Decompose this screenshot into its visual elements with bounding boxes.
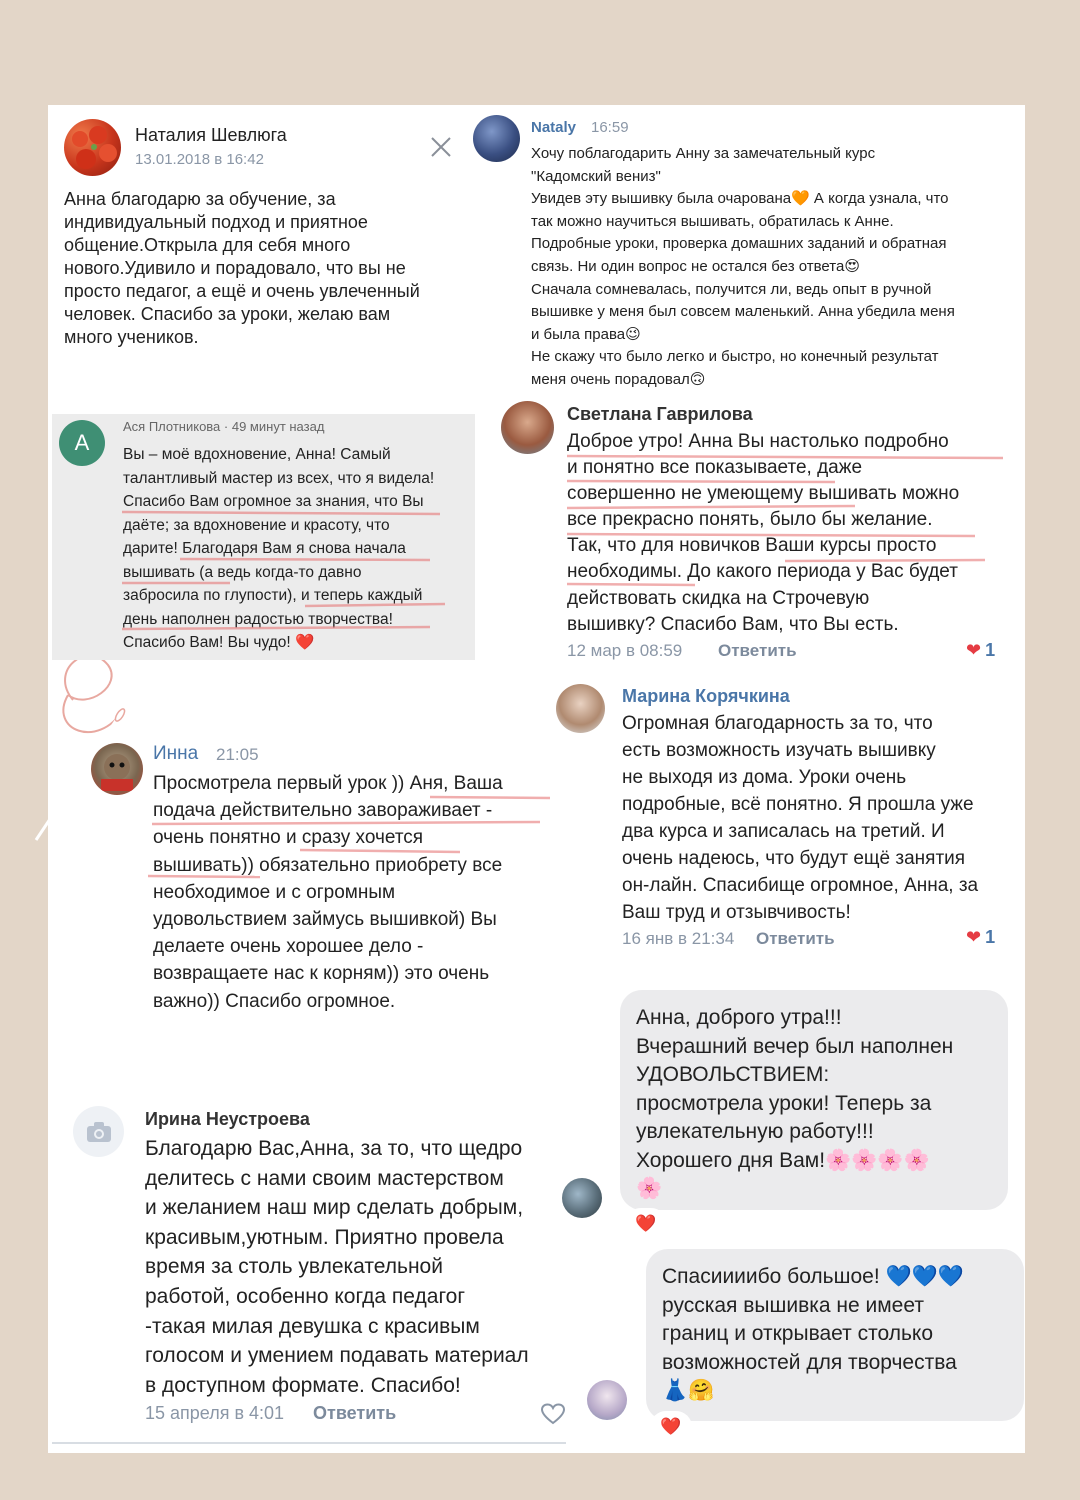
strawberries-icon	[64, 119, 121, 176]
highlight-underlines	[555, 450, 1015, 590]
text-line: Спасиииибо большое! 💙💙💙	[662, 1265, 964, 1288]
text-line: Просмотрела первый урок )) Аня, Ваша	[153, 773, 503, 794]
heart-icon: ❤	[966, 640, 982, 660]
text-line: очень понятно и сразу хочется	[153, 827, 424, 849]
hedgehog-icon	[91, 743, 143, 795]
text-line: вышивке у меня был совсем маленький. Анна убедила меня	[531, 303, 955, 321]
text-line: Спасибо Вам огромное за знания, что Вы	[123, 493, 424, 510]
text-line: просто педагог, а ещё и очень увлеченный	[64, 281, 420, 301]
text-line: совершенно не умеющему вышивать можно	[567, 483, 960, 505]
text-line: меня очень порадовал🙃	[531, 370, 706, 388]
text-line: все прекрасно понять, было бы желание.	[567, 509, 933, 531]
reply-button[interactable]: Ответить	[718, 641, 797, 660]
text-line: красивым,уютным. Приятно провела	[145, 1225, 504, 1249]
text-line: талантливый мастер из всех, что я видела!	[123, 469, 435, 487]
text-line: возможностей для творчества	[662, 1350, 957, 1374]
avatar[interactable]	[73, 1106, 124, 1157]
review-header	[123, 419, 324, 434]
text-line: вышивать (а ведь когда-то давно	[123, 563, 362, 581]
text-line: русская вышивка не имеет	[662, 1293, 924, 1317]
text-line: день наполнен радостью творчества!	[123, 610, 393, 628]
text-line: Благодарю Вас,Анна, за то, что щедро	[145, 1137, 523, 1160]
reply-button[interactable]: Ответить	[756, 929, 835, 948]
text-line: связь. Ни один вопрос не остался без ответа😍	[531, 257, 860, 275]
text-line: даёте; за вдохновение и красоту, что	[123, 516, 390, 534]
reviewer-name[interactable]: Марина Корячкина	[622, 686, 790, 706]
text-line: Вы – моё вдохновение, Анна! Самый	[123, 446, 391, 463]
text-line: работой, особенно когда педагог	[145, 1284, 465, 1308]
reviewer-name[interactable]: Наталия Шевлюга	[135, 125, 287, 145]
text-line: Спасибо Вам! Вы чудо! ❤️	[123, 634, 315, 651]
reviewer-name[interactable]: Ася Плотникова	[123, 419, 221, 434]
avatar[interactable]	[473, 115, 520, 162]
heart-icon: ❤	[966, 927, 982, 947]
review-text	[622, 710, 978, 926]
text-line: "Кадомский вениз"	[531, 167, 661, 185]
text-line: делаете очень хорошее дело -	[153, 936, 424, 958]
text-line: делитесь с нами своим мастерством	[145, 1166, 504, 1190]
text-line: в доступном формате. Спасибо!	[145, 1373, 461, 1397]
text-line: много учеников.	[64, 327, 199, 347]
text-line: Так, что для новичков Ваши курсы просто	[567, 535, 937, 557]
reviewer-name[interactable]: Инна	[153, 743, 199, 764]
review-date: 15 апреля в 4:01	[145, 1403, 285, 1423]
like-count: 1	[985, 927, 996, 947]
like-button[interactable]	[966, 927, 995, 948]
reply-button[interactable]: Ответить	[313, 1403, 397, 1423]
text-line: индивидуальный подход и приятное	[64, 212, 368, 232]
text-line: подробные, всё понятно. Я прошла уже	[622, 794, 974, 815]
avatar[interactable]	[59, 420, 105, 466]
review-text	[531, 143, 955, 392]
avatar[interactable]	[556, 684, 605, 733]
text-line: Сначала сомневалась, получится ли, ведь опыт в ручной	[531, 280, 932, 298]
text-line: Доброе утро! Анна Вы настолько подробно	[567, 431, 949, 452]
text-line: подача действительно завораживает -	[153, 800, 493, 822]
text-line: есть возможность изучать вышивку	[622, 740, 936, 761]
text-line: он-лайн. Спасибище огромное, Анна, за	[622, 875, 979, 896]
text-line: Подробные уроки, проверка домашних заданий и обратная	[531, 235, 947, 253]
reaction-badge[interactable]	[650, 1411, 692, 1443]
text-line: дарите! Благодаря Вам я снова начала	[123, 540, 406, 557]
text-line: и была права😉	[531, 325, 641, 343]
avatar[interactable]	[91, 743, 143, 795]
text-line: Хочу поблагодарить Анну за замечательный курс	[531, 145, 876, 162]
avatar[interactable]	[501, 401, 554, 454]
camera-icon	[86, 1121, 112, 1143]
avatar[interactable]	[562, 1178, 602, 1218]
text-line: возвращаете нас к корням)) это очень	[153, 963, 490, 985]
text-line: не выходя из дома. Уроки очень	[622, 767, 907, 788]
review-text	[64, 188, 420, 349]
text-line: общение.Открыла для себя много	[64, 235, 351, 255]
text-line: необходимы. До какого периода у Вас будет	[567, 561, 958, 583]
text-line: и желанием наш мир сделать добрым,	[145, 1196, 524, 1220]
review-date: 13.01.2018 в 16:42	[135, 151, 264, 168]
bubble-text	[662, 1263, 964, 1406]
avatar[interactable]	[587, 1380, 627, 1420]
review-time: 21:05	[216, 745, 259, 764]
review-time: · 49 минут назад	[223, 419, 325, 434]
text-line: Не скажу что было легко и быстро, но конечный результат	[531, 348, 939, 366]
text-line: забросила по глупости), и теперь каждый	[123, 587, 423, 604]
text-line: Вчерашний вечер был наполнен	[636, 1034, 954, 1058]
highlight-underlines	[110, 505, 480, 645]
like-button[interactable]	[966, 640, 995, 661]
text-line: Увидев эту вышивку была очарована🧡 А когда узнала, что	[531, 190, 949, 208]
text-line: так можно научиться вышивать, обратилась к Анне.	[531, 212, 894, 230]
text-line: УДОВОЛЬСТВИЕМ:	[636, 1063, 830, 1086]
close-icon[interactable]	[428, 134, 454, 165]
reviewer-name[interactable]: Светлана Гаврилова	[567, 404, 753, 424]
review-date: 16 янв в 21:34	[622, 929, 735, 948]
text-line: удовольствием займусь вышивкой) Вы	[153, 909, 497, 931]
text-line: важно)) Спасибо огромное.	[153, 990, 396, 1012]
text-line: границ и открывает столько	[662, 1322, 934, 1345]
heart-icon: ❤️	[660, 1417, 682, 1436]
like-count: 1	[985, 640, 996, 660]
review-time: 16:59	[591, 119, 629, 136]
text-line: просмотрела уроки! Теперь за	[636, 1091, 932, 1115]
text-line: нового.Удивило и порадовало, что вы не	[64, 258, 406, 278]
text-line: два курса и записалась на третий. И	[622, 821, 945, 842]
text-line: 👗🤗	[662, 1379, 715, 1402]
text-line: вышивку? Спасибо Вам, что Вы есть.	[567, 613, 899, 635]
avatar-letter: A	[74, 430, 90, 455]
text-line: Анна, доброго утра!!!	[636, 1006, 842, 1029]
text-line: действовать скидка на Строчевую	[567, 587, 870, 609]
reaction-badge[interactable]	[625, 1208, 667, 1240]
text-line: Ваш труд и отзывчивость!	[622, 902, 851, 923]
review-date: 12 мар в 08:59	[567, 641, 683, 660]
heart-icon: ❤️	[635, 1214, 657, 1233]
reviewer-name[interactable]: Nataly	[531, 119, 577, 136]
text-line: голосом и умением подавать материал	[145, 1344, 529, 1368]
text-line: -такая милая девушка с красивым	[145, 1314, 480, 1338]
text-line: 🌸	[636, 1177, 663, 1200]
review-text	[145, 1134, 529, 1400]
text-line: Анна благодарю за обучение, за	[64, 189, 336, 209]
text-line: Хорошего дня Вам!🌸🌸🌸🌸	[636, 1148, 930, 1172]
bubble-text	[636, 1004, 953, 1204]
text-line: время за столь увлекательной	[145, 1255, 443, 1279]
text-line: увлекательную работу!!!	[636, 1120, 874, 1143]
divider	[52, 1442, 566, 1444]
reviewer-name[interactable]: Ирина Неустроева	[145, 1109, 310, 1129]
text-line: и понятно все показываете, даже	[567, 457, 863, 479]
highlight-underlines	[140, 792, 570, 882]
text-line: вышивать)) обязательно приобрету все	[153, 854, 503, 876]
like-heart-outline-icon[interactable]	[541, 1403, 565, 1430]
avatar[interactable]	[64, 119, 121, 176]
text-line: очень надеюсь, что будут ещё занятия	[622, 848, 966, 869]
text-line: человек. Спасибо за уроки, желаю вам	[64, 304, 391, 324]
text-line: Огромная благодарность за то, что	[622, 713, 933, 734]
text-line: необходимое и с огромным	[153, 881, 396, 903]
